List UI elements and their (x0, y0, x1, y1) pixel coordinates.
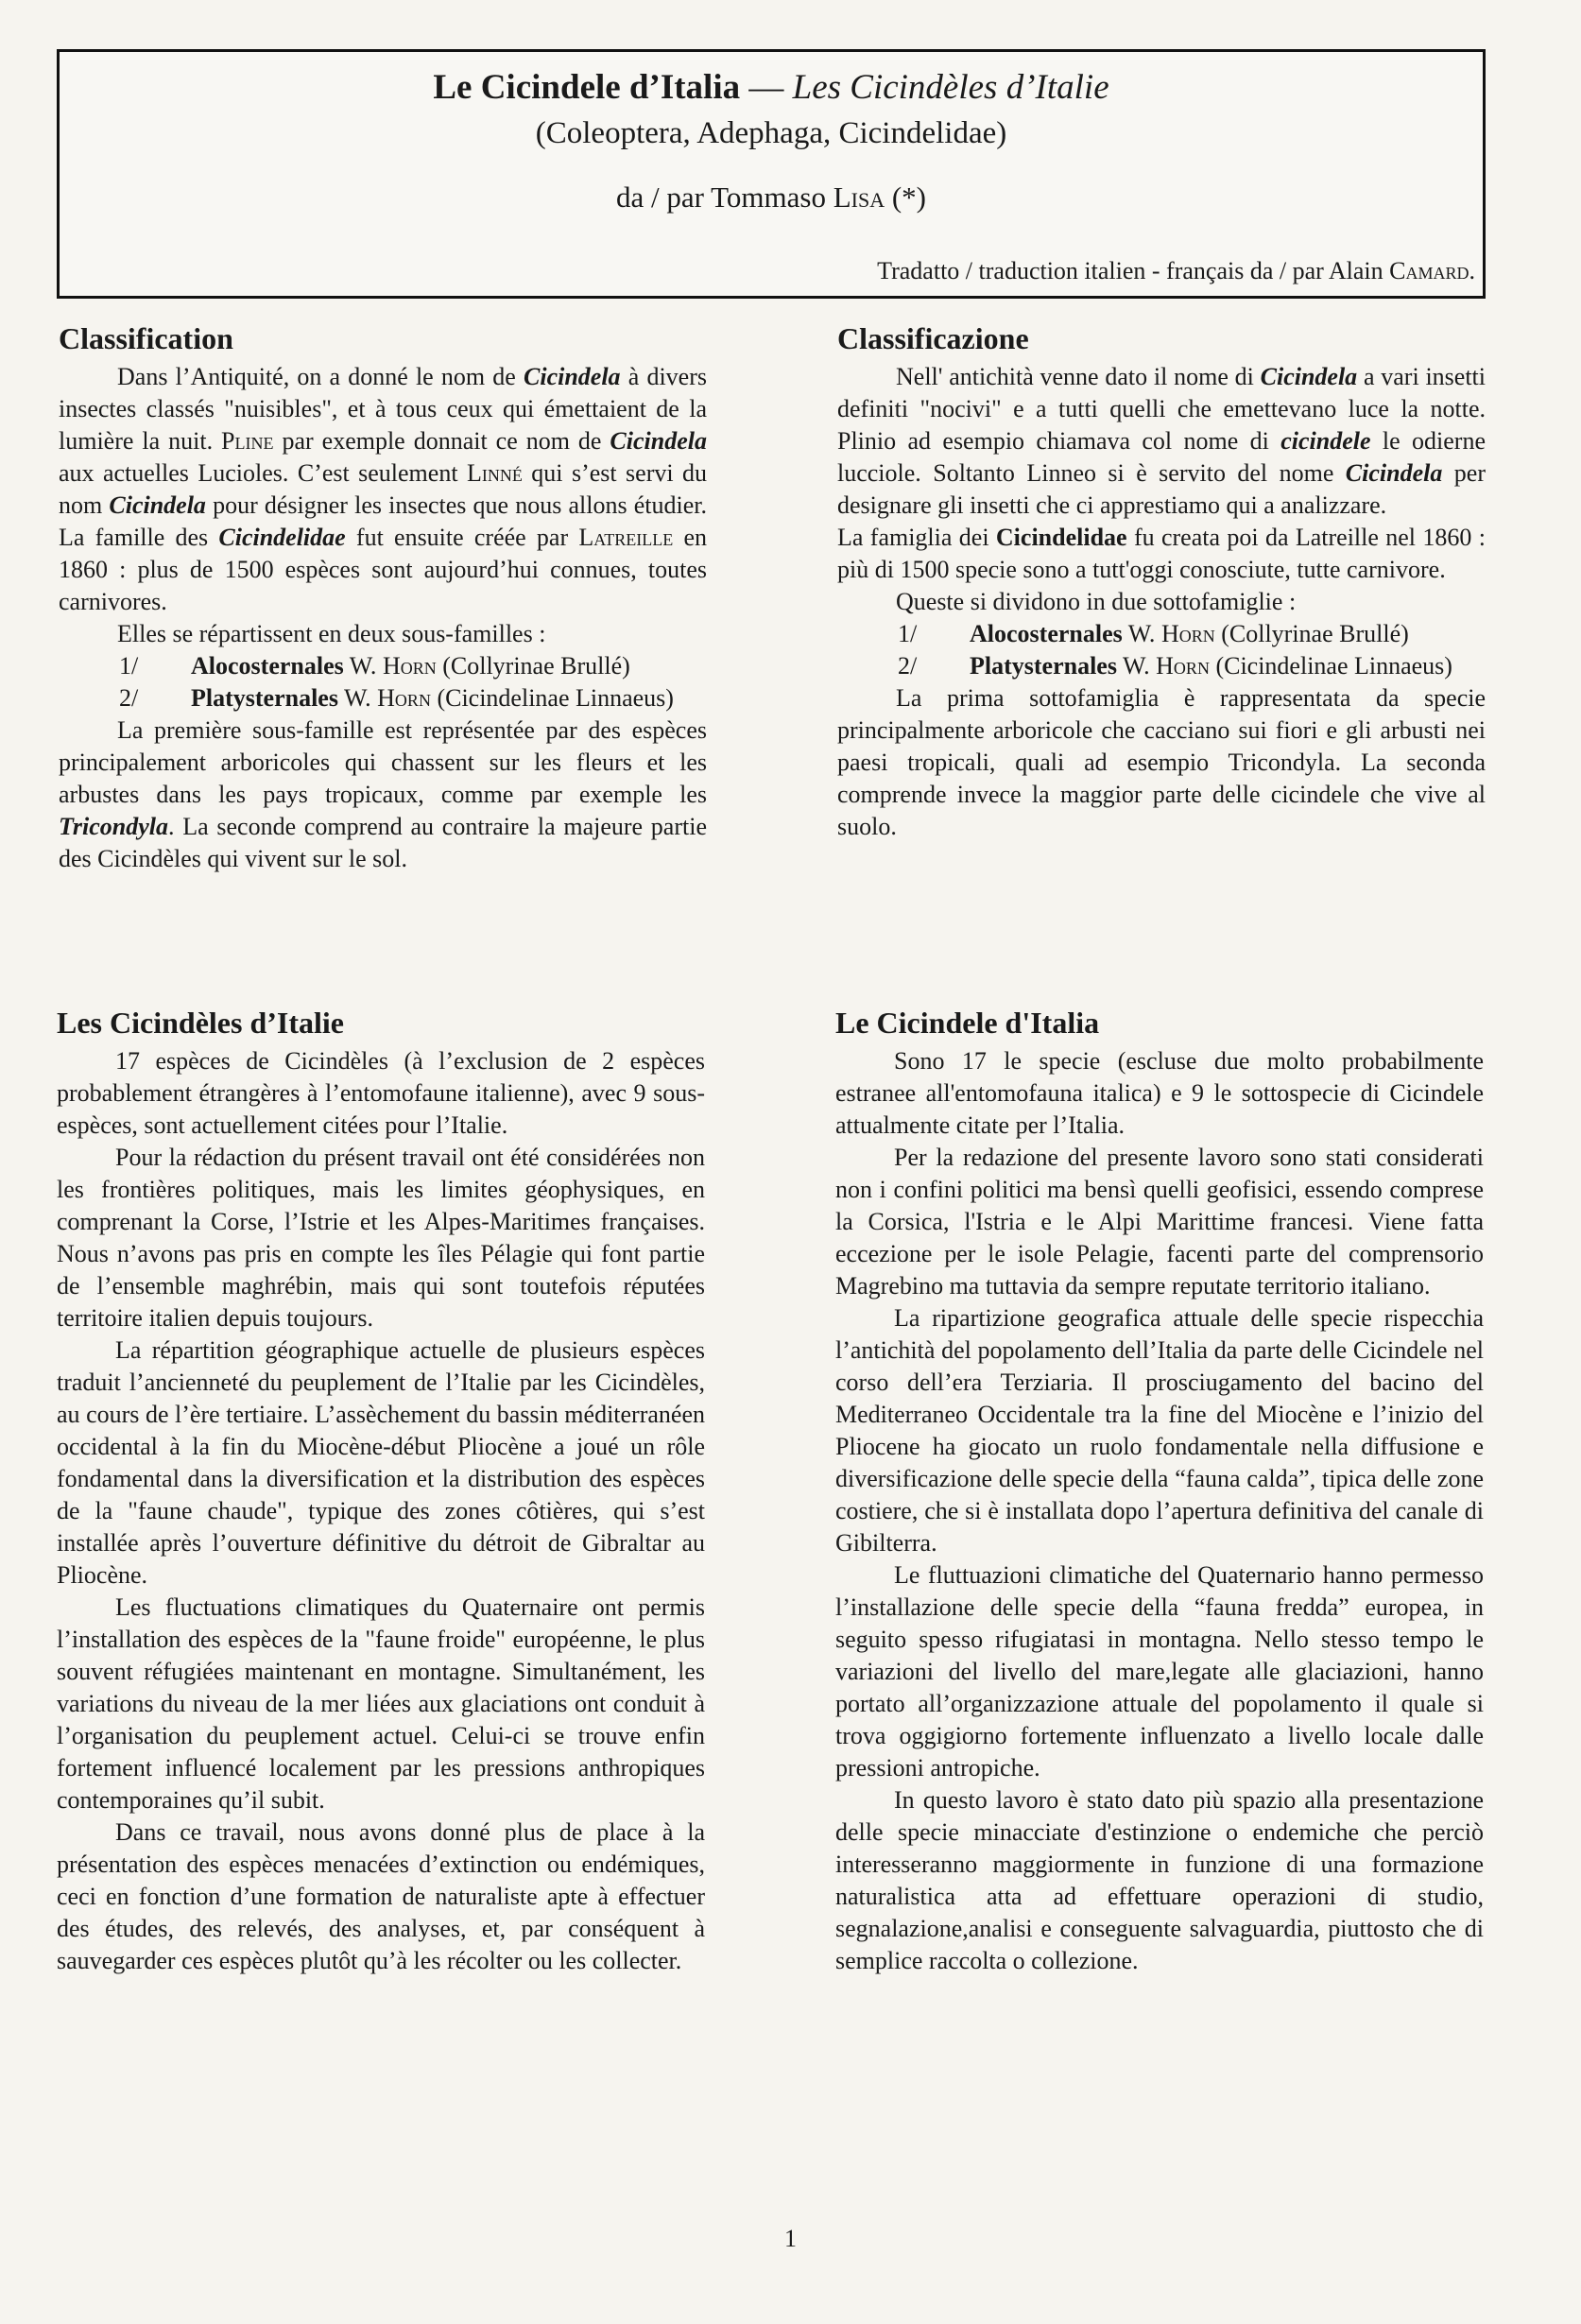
author-surname: Lisa (833, 181, 885, 214)
paragraph: Sono 17 le specie (escluse due molto probabilmente estranee all'entomofauna italica) e 9 le sottospecie di Cicindele attualmente citate per l’Italia. (835, 1047, 1484, 1139)
translator-prefix: Tradatto / traduction italien - français da / par Alain (877, 257, 1390, 284)
list-text (181, 682, 707, 714)
subfamily-name: Platysternales (970, 652, 1117, 680)
paragraph: In questo lavoro è stato dato più spazio alla presentazione delle specie minacciate d'estinzione o endemiche che perciò interesseranno maggiormente in funzione di una formazione naturalistica atta ad effettuare operazioni di studio, segnalazione,analisi e conseguente salvaguardia, piuttosto che di semplice raccolta o collezione. (835, 1786, 1484, 1974)
section-it-italia (835, 1004, 1484, 1977)
text-run: en 1860 : plus de 1500 espèces sont aujourd’hui connues, toutes carnivores. (59, 524, 707, 615)
text-run: à divers insectes classés "nuisibles", et à tous ceux qui émettaient de la lumière la nuit. (59, 363, 707, 455)
author-name: Latreille (578, 524, 674, 551)
text-run: W. (1116, 652, 1157, 680)
section-heading: Classification (59, 321, 233, 355)
paragraph: La prima sottofamiglia è rappresentata da specie principalmente arboricole che cacciano sui fiori e gli arbusti nei paesi tropicali, quali ad esempio Tricondyla. La seconda comprende invece la maggior parte delle cicindele che vive al suolo. (837, 684, 1486, 840)
text-run: Dans l’Antiquité, on a donné le nom de (117, 363, 524, 390)
text-run: (Collyrinae Brullé) (1214, 620, 1409, 647)
text-run: La première sous-famille est représentée par des espèces principalement arboricoles qui chassent sur les fleurs et les arbustes dans les pays tropicaux, comme par exemple les (59, 716, 707, 808)
taxon-name: Cicindela (1345, 459, 1443, 487)
text-run: per designare gli insetti che ci apprestiamo qui a analizzare. (837, 459, 1486, 519)
text-run: . La seconde comprend au contraire la majeure partie des Cicindèles qui vivent sur le sol. (59, 813, 707, 872)
text-run: fut ensuite créée par (345, 524, 579, 551)
author-line (60, 175, 1483, 220)
paragraph: Les fluctuations climatiques du Quaternaire ont permis l’installation des espèces de la "faune froide" européenne, le plus souvent réfugiées maintenant en montagne. Simultanément, les variations du niveau de la mer liées aux glaciations ont conduit à l’organisation du peuplement actuel. Celui-ci se trouve enfin fortement influencé localement par les pressions anthropiques contemporaines qu’il subit. (57, 1593, 705, 1814)
text-run: pour désigner les insectes que nous allons étudier. La famille des (59, 491, 707, 551)
paragraph: Queste si dividono in due sottofamiglie : (896, 588, 1297, 615)
text-run: La famiglia dei (837, 524, 996, 551)
section-fr-italie (57, 1004, 705, 1977)
subtitle: (Coleoptera, Adephaga, Cicindelidae) (535, 116, 1007, 150)
taxon-name: Cicindela (1260, 363, 1358, 390)
paragraph (59, 714, 707, 875)
section-it-classificazione (837, 319, 1486, 843)
list-item (837, 650, 1486, 682)
text-run: (Collyrinae Brullé) (436, 652, 630, 680)
text-run: (Cicindelinae Linnaeus) (430, 684, 674, 712)
translator-suffix: . (1469, 257, 1475, 284)
author-name: Horn (1160, 620, 1215, 647)
subfamily-name: Alocosternales (191, 652, 344, 680)
list-number: 1/ (898, 620, 918, 647)
text-run: fu creata poi da Latreille nel 1860 : più di 1500 specie sono a tutt'oggi conosciute, tutte carnivore. (837, 524, 1486, 583)
title-french: Les Cicindèles d’Italie (792, 68, 1109, 107)
list-text (181, 650, 707, 682)
paragraph: La ripartizione geografica attuale delle specie rispecchia l’antichità del popolamento dell’Italia da parte delle Cicindele nel corso dell’era Terziaria. Il prosciugamento del bacino del Mediterraneo Occidentale tra la fine del Miocène e l’inizio del Pliocene ha giocato un ruolo fondamentale nella diffusione e diversificazione delle specie della “fauna calda”, tipica delle zone costiere, che si è installata dopo l’apertura definitiva del canale di Gibilterra. (835, 1304, 1484, 1557)
list-text (960, 618, 1486, 650)
text-run: qui s’est servi du nom (59, 459, 708, 519)
taxon-name: Cicindelidae (218, 524, 346, 551)
paragraph: Le fluttuazioni climatiche del Quaternario hanno permesso l’installazione delle specie della “fauna fredda” europea, in seguito spesso rifugiatasi in montagna. Nello stesso tempo le variazioni del livello del mare,legate alle glaciazioni, hanno portato all’organizzazione attuale del popolamento il quale si trova oggigiorno fortemente influenzato a livello locale dalle pressioni antropiche. (835, 1561, 1484, 1782)
paragraph: Dans ce travail, nous avons donné plus de place à la présentation des espèces menacées d’extinction ou endémiques, ceci en fonction d’une formation de naturaliste apte à effectuer des études, des relevés, des analyses, et, par conséquent à sauvegarder ces espèces plutôt qu’à les récolter ou les collecter. (57, 1818, 705, 1974)
section-heading: Le Cicindele d'Italia (835, 1006, 1100, 1040)
author-prefix: da / par Tommaso (615, 181, 833, 214)
text-run: le odierne lucciole. Soltanto Linneo si è servito del nome (837, 427, 1486, 487)
author-name: Horn (377, 684, 431, 712)
taxon-name: Tricondyla (59, 813, 169, 840)
title-italian: Le Cicindele d’Italia (433, 68, 741, 107)
subfamily-name: Alocosternales (970, 620, 1123, 647)
subfamily-name: Platysternales (191, 684, 338, 712)
list-item (59, 650, 707, 682)
text-run: Nell' antichità venne dato il nome di (896, 363, 1261, 390)
paragraph (59, 361, 707, 618)
text-run: W. (1122, 620, 1161, 647)
taxon-name: Cicindela (524, 363, 621, 390)
author-name: Linné (466, 459, 523, 487)
page-number: 1 (784, 2225, 797, 2252)
taxon-name: Cicindelidae (995, 524, 1127, 551)
paragraph (837, 361, 1486, 522)
author-name: Pline (221, 427, 274, 455)
taxon-name: Cicindela (610, 427, 707, 455)
section-heading: Les Cicindèles d’Italie (57, 1006, 344, 1040)
author-name: Horn (1156, 652, 1210, 680)
text-run: a vari insetti definiti "nocivi" e a tutti quelli che emettevano luce la notte. Plinio ad esempio chiamava col nome di (837, 363, 1486, 455)
paragraph: Per la redazione del presente lavoro sono stati considerati non i confini politici ma bensì quelli geofisici, essendo comprese la Corsica, l'Istria e le Alpi Marittime francesi. Viene fatta eccezione per le isole Pelagie, facenti parte del comprensorio Magrebino ma tuttavia da sempre reputate territorio italiano. (835, 1144, 1484, 1300)
text-run: W. (343, 652, 383, 680)
title-line (60, 65, 1483, 111)
paragraph: Elles se répartissent en deux sous-familles : (117, 620, 546, 647)
text-run: par exemple donnait ce nom de (273, 427, 610, 455)
text-run: aux actuelles Lucioles. C’est seulement (59, 459, 467, 487)
list-number: 2/ (119, 684, 139, 712)
title-separator: — (740, 68, 793, 107)
taxon-name: Cicindela (109, 491, 206, 519)
author-name: Horn (382, 652, 437, 680)
translator-surname: Camard (1389, 257, 1469, 284)
list-text (960, 650, 1486, 682)
list-item (59, 682, 707, 714)
author-suffix: (*) (885, 181, 926, 214)
paragraph: Pour la rédaction du présent travail ont été considérées non les frontières politiques, mais les limites géophysiques, en comprenant la Corse, l’Istrie et les Alpes-Maritimes françaises. Nous n’avons pas pris en compte les îles Pélagie qui font partie de l’ensemble maghrébin, mais qui sont toutefois réputées territoire italien depuis toujours. (57, 1144, 705, 1332)
section-fr-classification (59, 319, 707, 875)
title-box (57, 49, 1486, 299)
paragraph: 17 espèces de Cicindèles (à l’exclusion de 2 espèces probablement étrangères à l’entomofaune italienne), avec 9 sous-espèces, sont actuellement citées pour l’Italie. (57, 1047, 705, 1139)
translator-line (877, 249, 1475, 294)
text-run: (Cicindelinae Linnaeus) (1209, 652, 1452, 680)
paragraph: La répartition géographique actuelle de plusieurs espèces traduit l’ancienneté du peuplement de l’Italie par les Cicindèles, au cours de l’ère tertiaire. L’assèchement du bassin méditerranéen occidental à la fin du Miocène-début Pliocène a joué un rôle fondamental dans la diversification et la distribution des espèces de la "faune chaude", typique des zones côtières, qui s’est installée après l’ouverture définitive du détroit de Gibraltar au Pliocène. (57, 1336, 705, 1589)
section-heading: Classificazione (837, 321, 1029, 355)
list-number: 1/ (119, 652, 139, 680)
paragraph (837, 522, 1486, 586)
list-item (837, 618, 1486, 650)
list-number: 2/ (898, 652, 918, 680)
text-run: W. (337, 684, 378, 712)
taxon-name: cicindele (1280, 427, 1371, 455)
